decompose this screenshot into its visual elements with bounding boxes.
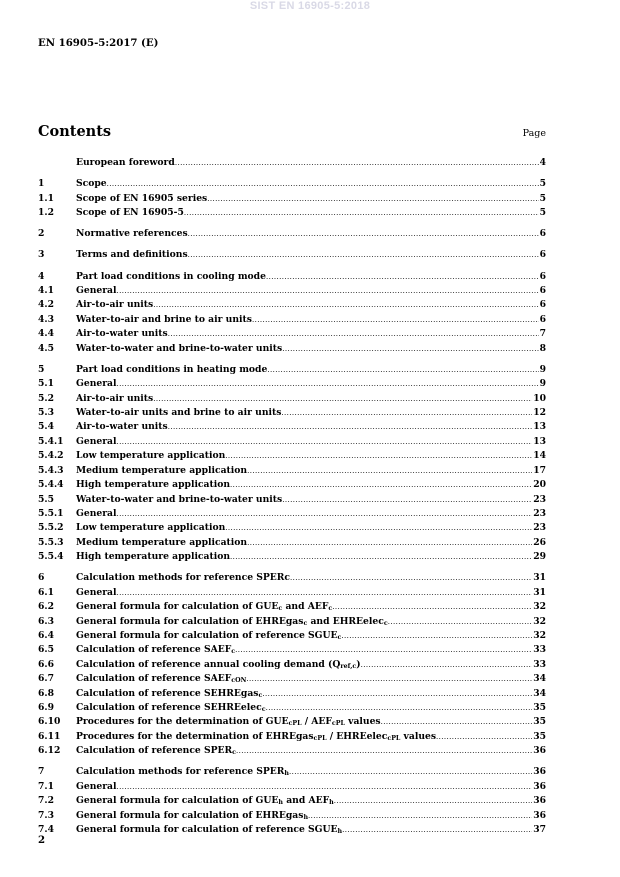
toc-entry-title: Calculation of reference $SAEF_{cON}$: [76, 673, 247, 685]
toc-entry-page: 23: [533, 507, 546, 519]
toc-entry-page: 35: [533, 702, 546, 713]
toc-entry-number: 5.5.2: [38, 522, 64, 534]
toc-entry-title: High temperature application: [76, 551, 231, 563]
toc-entry-page: 26: [533, 536, 546, 548]
dot-leader: [168, 421, 532, 434]
dot-leader: [436, 731, 532, 744]
toc-entry-page: 31: [533, 586, 546, 598]
toc-entry-title: Medium temperature application: [76, 464, 248, 476]
toc-entry-number: 4.1: [38, 285, 54, 297]
toc-entry-title: High temperature application: [76, 479, 231, 491]
toc-entry[interactable]: [38, 420, 546, 434]
toc-entry-number: 1.2: [38, 207, 54, 219]
toc-entry-number: 5.3: [38, 407, 54, 419]
toc-entry-page: 20: [533, 479, 546, 491]
toc-entry[interactable]: [38, 643, 546, 657]
toc-entry-title: General formula for calculation of reference $SGUE_h$: [76, 824, 343, 836]
toc-entry-page: 33: [533, 658, 546, 670]
toc-entry-title: Calculation of reference annual cooling demand $(Q_{ref,c})$: [76, 658, 361, 670]
toc-entry-title: Water-to-water and brine-to-water units: [76, 342, 283, 354]
dot-leader: [153, 393, 532, 406]
dot-leader: [188, 228, 539, 241]
toc-entry-number: 6: [38, 572, 45, 584]
toc-entry-number: 6.3: [38, 615, 54, 627]
dot-leader: [236, 745, 532, 758]
dot-leader: [188, 249, 539, 262]
dot-leader: [117, 781, 533, 794]
toc-entry-number: 6.4: [38, 629, 54, 641]
toc-entry-page: 5: [539, 192, 546, 204]
toc-entry-title: General: [76, 780, 117, 792]
toc-entry-number: 7.2: [38, 795, 54, 807]
toc-entry-number: 6.2: [38, 601, 54, 613]
dot-leader: [225, 450, 532, 463]
toc-entry-title: Normative references: [76, 228, 188, 240]
dot-leader: [247, 537, 532, 550]
toc-entry-page: 23: [533, 493, 546, 505]
toc-entry-number: 4: [38, 270, 45, 282]
toc-entry-title: General formula for calculation of reference $SGUE_c$: [76, 629, 342, 641]
toc-entry[interactable]: [38, 615, 546, 629]
toc-entry-number: 6.12: [38, 745, 61, 757]
toc-entry-number: 6.8: [38, 687, 54, 699]
toc-entry[interactable]: [38, 744, 546, 758]
toc-entry[interactable]: [38, 600, 546, 614]
toc-entry-title: Scope: [76, 178, 107, 190]
toc-entry[interactable]: [38, 765, 546, 779]
toc-entry-number: 6.10: [38, 716, 61, 728]
toc-entry-title: Calculation of reference $SPER_c$: [76, 745, 237, 757]
toc-entry[interactable]: [38, 313, 546, 327]
toc-entry-title: Air-to-air units: [76, 299, 154, 311]
toc-entry-page: 36: [533, 809, 546, 821]
toc-entry-number: 4.2: [38, 299, 54, 311]
toc-entry-title: Calculation methods for reference $SPER_h$: [76, 766, 290, 778]
toc-entry-title: Scope of EN 16905-5: [76, 207, 184, 219]
toc-entry-page: 32: [533, 615, 546, 627]
toc-entry[interactable]: [38, 227, 546, 241]
toc-entry[interactable]: [38, 156, 546, 170]
dot-leader: [117, 587, 533, 600]
toc-entry-number: 6.9: [38, 702, 54, 713]
dot-leader: [361, 659, 533, 672]
toc-entry-title: Part load conditions in cooling mode: [76, 270, 266, 282]
toc-entry-page: 12: [533, 407, 546, 419]
toc-entry-number: 5.4.2: [38, 450, 64, 462]
toc-entry-number: 6.6: [38, 658, 54, 670]
toc-entry-title: European foreword: [76, 157, 175, 168]
page-column-label: Page: [522, 128, 546, 139]
toc-entry-number: 5.5.1: [38, 507, 64, 519]
toc-entry-title: General: [76, 586, 117, 598]
toc-entry-number: 7: [38, 766, 45, 778]
toc-entry-page: 6: [539, 285, 546, 297]
toc-entry-number: 1.1: [38, 192, 54, 204]
toc-entry-title: Water-to-air units and brine to air units: [76, 407, 282, 419]
toc-entry-number: 6.1: [38, 586, 54, 598]
toc-entry[interactable]: [38, 823, 546, 837]
toc-entry-title: Procedures for the determination of $GUE_{cPL} / AEF_{cPL}$ values: [76, 716, 381, 728]
dot-leader: [342, 824, 532, 837]
toc-entry-title: Calculation of reference SEHREgas$_c$: [76, 687, 263, 699]
toc-entry[interactable]: [38, 550, 546, 564]
toc-entry-title: Part load conditions in heating mode: [76, 363, 268, 375]
toc-entry-title: Water-to-air and brine to air units: [76, 313, 252, 325]
dot-leader: [267, 364, 538, 377]
toc-entry-number: 5.4.3: [38, 464, 64, 476]
toc-entry-number: 5.5: [38, 493, 54, 505]
toc-entry[interactable]: [38, 701, 546, 715]
toc-entry-number: 6.11: [38, 730, 61, 742]
toc-entry-number: 5.5.4: [38, 551, 64, 563]
toc-entry-page: 13: [533, 421, 546, 433]
toc-entry[interactable]: [38, 327, 546, 341]
toc-entry-title: General: [76, 435, 117, 447]
toc-entry-title: Calculation of reference $SAEF_c$: [76, 644, 236, 656]
dot-leader: [117, 508, 533, 521]
toc-entry-number: 7.1: [38, 780, 54, 792]
toc-entry[interactable]: [38, 730, 546, 744]
toc-entry-number: 6.7: [38, 673, 54, 685]
toc-entry-page: 14: [533, 450, 546, 462]
dot-leader: [289, 766, 532, 779]
toc-entry-page: 5: [539, 207, 546, 219]
toc-entry-number: 7.3: [38, 809, 54, 821]
toc-entry[interactable]: [38, 377, 546, 391]
table-of-contents: [38, 156, 546, 837]
dot-leader: [117, 285, 539, 298]
dot-leader: [262, 688, 532, 701]
toc-entry-page: 34: [533, 673, 546, 685]
toc-entry-title: Water-to-water and brine-to-water units: [76, 493, 283, 505]
toc-entry-number: 5.4.4: [38, 479, 64, 491]
dot-leader: [225, 522, 532, 535]
dot-leader: [388, 616, 533, 629]
toc-entry-page: 35: [533, 730, 546, 742]
toc-entry-title: General formula for calculation of EHREgas$_c$ and EHREelec$_c$: [76, 615, 388, 627]
toc-entry-page: 8: [539, 342, 546, 354]
toc-entry-page: 36: [533, 745, 546, 757]
toc-entry[interactable]: [38, 206, 546, 220]
toc-entry-title: General formula for calculation of $GUE_c$ and $AEF_c$: [76, 601, 333, 613]
toc-entry-title: Air-to-water units: [76, 328, 168, 340]
toc-entry-page: 6: [539, 270, 546, 282]
toc-entry[interactable]: [38, 464, 546, 478]
dot-leader: [266, 271, 539, 284]
toc-entry[interactable]: [38, 270, 546, 284]
dot-leader: [117, 436, 533, 449]
toc-entry[interactable]: [38, 406, 546, 420]
toc-entry[interactable]: [38, 342, 546, 356]
toc-entry-number: 7.4: [38, 824, 54, 836]
toc-entry-title: General: [76, 285, 117, 297]
toc-entry[interactable]: [38, 536, 546, 550]
toc-entry-page: 36: [533, 795, 546, 807]
toc-entry-title: General formula for calculation of EHREgas$_h$: [76, 809, 309, 821]
toc-entry-number: 5.4.1: [38, 435, 64, 447]
toc-entry-page: 31: [533, 572, 546, 584]
dot-leader: [308, 810, 532, 823]
toc-entry-number: 6.5: [38, 644, 54, 656]
toc-entry[interactable]: [38, 363, 546, 377]
dot-leader: [334, 795, 532, 808]
toc-entry-title: Air-to-air units: [76, 392, 154, 404]
toc-entry-page: 4: [539, 157, 546, 168]
toc-entry[interactable]: [38, 687, 546, 701]
toc-entry-page: 9: [539, 363, 546, 375]
toc-entry-page: 34: [533, 687, 546, 699]
toc-entry[interactable]: [38, 629, 546, 643]
dot-leader: [247, 465, 532, 478]
dot-leader: [153, 299, 538, 312]
toc-entry-number: 5.1: [38, 378, 54, 390]
toc-entry-page: 17: [533, 464, 546, 476]
dot-leader: [230, 551, 532, 564]
watermark: SIST EN 16905-5:2018: [249, 0, 371, 12]
toc-entry-title: Air-to-water units: [76, 421, 168, 433]
toc-entry-page: 6: [539, 249, 546, 261]
toc-entry-page: 35: [533, 716, 546, 728]
dot-leader: [282, 494, 532, 507]
dot-leader: [184, 207, 539, 220]
toc-entry-number: 5.5.3: [38, 536, 64, 548]
dot-leader: [230, 479, 532, 492]
toc-entry-title: General: [76, 378, 117, 390]
toc-entry-page: 6: [539, 228, 546, 240]
toc-entry-page: 36: [533, 780, 546, 792]
dot-leader: [235, 644, 532, 657]
dot-leader: [332, 601, 532, 614]
toc-entry-title: Low temperature application: [76, 522, 226, 534]
toc-entry[interactable]: [38, 507, 546, 521]
toc-entry[interactable]: [38, 284, 546, 298]
toc-entry-title: General formula for calculation of $GUE_h$ and $AEF_h$: [76, 795, 334, 807]
dot-leader: [168, 328, 539, 341]
toc-entry-title: Low temperature application: [76, 450, 226, 462]
toc-entry[interactable]: [38, 435, 546, 449]
toc-entry-page: 32: [533, 629, 546, 641]
toc-entry[interactable]: [38, 521, 546, 535]
toc-entry[interactable]: [38, 192, 546, 206]
page-number: 2: [38, 834, 46, 846]
toc-entry-number: 5.2: [38, 392, 54, 404]
dot-leader: [282, 343, 538, 356]
toc-entry-title: Terms and definitions: [76, 249, 188, 261]
toc-entry[interactable]: [38, 715, 546, 729]
toc-entry-page: 5: [539, 178, 546, 190]
toc-entry-number: 1: [38, 178, 45, 190]
toc-entry-page: 33: [533, 644, 546, 656]
toc-entry[interactable]: [38, 809, 546, 823]
toc-entry[interactable]: [38, 794, 546, 808]
dot-leader: [341, 630, 532, 643]
toc-entry-page: 23: [533, 522, 546, 534]
toc-entry[interactable]: [38, 586, 546, 600]
toc-entry-page: 36: [533, 766, 546, 778]
toc-entry[interactable]: [38, 478, 546, 492]
toc-entry[interactable]: [38, 672, 546, 686]
toc-entry-page: 37: [533, 824, 546, 836]
toc-entry[interactable]: [38, 493, 546, 507]
toc-entry-page: 6: [539, 313, 546, 325]
toc-entry[interactable]: [38, 248, 546, 262]
toc-entry[interactable]: [38, 780, 546, 794]
toc-entry-number: 3: [38, 249, 45, 261]
toc-entry-page: 6: [539, 299, 546, 311]
toc-entry-title: Calculation methods for reference SPERc: [76, 572, 291, 584]
toc-entry[interactable]: [38, 392, 546, 406]
document-id: EN 16905-5:2017 (E): [38, 37, 159, 49]
dot-leader: [266, 702, 533, 715]
toc-entry-number: 2: [38, 228, 45, 240]
page-title: Contents: [38, 123, 112, 140]
dot-leader: [107, 178, 539, 191]
toc-entry-number: 5: [38, 363, 45, 375]
toc-entry[interactable]: [38, 177, 546, 191]
toc-entry-number: 4.5: [38, 342, 54, 354]
toc-entry[interactable]: [38, 449, 546, 463]
toc-entry-title: Medium temperature application: [76, 536, 248, 548]
toc-entry[interactable]: [38, 298, 546, 312]
toc-entry-number: 4.3: [38, 313, 54, 325]
dot-leader: [252, 314, 539, 327]
dot-leader: [381, 716, 533, 729]
dot-leader: [117, 378, 539, 391]
toc-entry-title: Procedures for the determination of EHREgas$_{cPL}$ / EHREelec$_{cPL}$ values: [76, 730, 437, 742]
dot-leader: [246, 673, 532, 686]
dot-leader: [290, 572, 532, 585]
toc-entry-title: Scope of EN 16905 series: [76, 192, 208, 204]
toc-entry[interactable]: [38, 658, 546, 672]
toc-entry-page: 7: [539, 328, 546, 340]
toc-entry-page: 13: [533, 435, 546, 447]
toc-entry-number: 4.4: [38, 328, 54, 340]
toc-entry-page: 32: [533, 601, 546, 613]
toc-entry-title: Calculation of reference SEHREelec$_c$: [76, 702, 266, 713]
dot-leader: [175, 157, 539, 170]
dot-leader: [207, 193, 538, 206]
dot-leader: [281, 407, 532, 420]
toc-entry-title: General: [76, 507, 117, 519]
toc-entry-page: 10: [533, 392, 546, 404]
toc-entry-page: 29: [533, 551, 546, 563]
toc-entry-number: 5.4: [38, 421, 54, 433]
toc-entry[interactable]: [38, 571, 546, 585]
toc-entry-page: 9: [539, 378, 546, 390]
